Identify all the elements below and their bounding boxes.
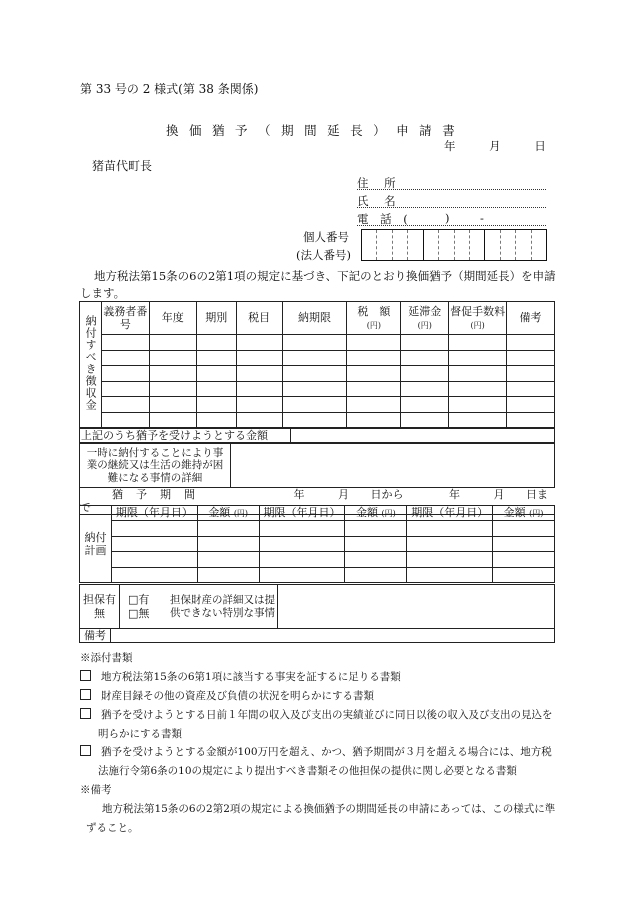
table-cell[interactable] [507, 381, 555, 397]
plan-cell[interactable] [259, 552, 345, 568]
table-cell[interactable] [401, 335, 449, 351]
table-cell[interactable] [401, 350, 449, 366]
table-cell[interactable] [347, 397, 401, 413]
table-cell[interactable] [101, 412, 149, 428]
table-row [80, 412, 555, 428]
header-obligor-no: 義務者番号 [101, 302, 149, 335]
plan-cell[interactable] [345, 567, 407, 583]
plan-cell[interactable] [259, 521, 345, 537]
title-char: 価 [189, 123, 203, 138]
checkbox-icon[interactable] [80, 689, 91, 700]
table-cell[interactable] [507, 350, 555, 366]
header-remarks: 備考 [507, 302, 555, 335]
my-number-cell[interactable] [532, 230, 546, 260]
header-due-date: 納期限 [282, 302, 347, 335]
table-cell[interactable] [401, 366, 449, 382]
checkbox-icon[interactable] [80, 708, 91, 719]
table-cell[interactable] [401, 412, 449, 428]
phone-field[interactable]: 電 話 ( ) - [357, 211, 546, 226]
period-row: 猶 予 期 間 年 月 日から 年 月 日まで [80, 488, 556, 515]
plan-col-amount: 金額 (円) [493, 506, 555, 521]
plan-cell[interactable] [345, 521, 407, 537]
date-month: 月 [489, 139, 501, 153]
difficulty-table [79, 443, 555, 488]
intro-line-2: します。 [80, 286, 126, 300]
plan-col-amount: 金額 (円) [345, 506, 407, 521]
my-number-cell[interactable] [408, 230, 423, 260]
difficulty-label: 一時に納付することにより事業の継続又は生活の維持が困難になる事情の詳細 [80, 444, 231, 488]
plan-row [80, 536, 555, 552]
title-char: ） [373, 123, 387, 138]
table-cell[interactable] [196, 381, 236, 397]
plan-label: 納付計画 [80, 506, 112, 583]
form-title [166, 121, 465, 139]
addressee: 猪苗代町長 [92, 159, 153, 173]
collateral-label: 担保有無 [80, 585, 120, 629]
table-cell[interactable] [196, 412, 236, 428]
table-cell[interactable] [347, 350, 401, 366]
table-cell[interactable] [507, 366, 555, 382]
plan-cell[interactable] [259, 567, 345, 583]
my-number-cell[interactable] [362, 230, 377, 260]
plan-cell[interactable] [111, 567, 197, 583]
table-cell[interactable] [449, 335, 507, 351]
intro-line-1: 地方税法第15条の6の2第1項の規定に基づき、下記のとおり換価猶予（期間延長）を申請 [94, 269, 556, 283]
table-cell[interactable] [236, 397, 282, 413]
table-cell[interactable] [149, 381, 196, 397]
plan-cell[interactable] [345, 536, 407, 552]
table-cell[interactable] [449, 366, 507, 382]
remarks-label: 備考 [80, 629, 111, 643]
plan-col-deadline: 期限（年月日） [407, 506, 493, 521]
table-cell[interactable] [196, 397, 236, 413]
plan-cell[interactable] [407, 536, 493, 552]
checkbox-icon[interactable] [80, 670, 91, 681]
plan-row [80, 567, 555, 583]
my-number-label: 個人番号 [303, 230, 349, 244]
my-number-cell[interactable] [424, 230, 439, 260]
table-cell[interactable] [347, 366, 401, 382]
table-cell[interactable] [449, 350, 507, 366]
table-cell[interactable] [149, 366, 196, 382]
table-cell[interactable] [347, 412, 401, 428]
title-char: 換 [166, 123, 180, 138]
table-cell[interactable] [282, 412, 347, 428]
plan-cell[interactable] [197, 567, 259, 583]
table-row [80, 397, 555, 413]
header-period: 期別 [196, 302, 236, 335]
my-number-cell[interactable] [455, 230, 470, 260]
form-id: 第 33 号の 2 様式(第 38 条関係) [80, 82, 259, 96]
table-cell[interactable] [401, 381, 449, 397]
my-number-cell[interactable] [485, 230, 500, 260]
title-char: 長 [350, 123, 364, 138]
address-field[interactable]: 住 所 [357, 175, 546, 190]
notes [80, 649, 560, 838]
plan-col-deadline: 期限（年月日） [111, 506, 197, 521]
sum-value[interactable] [291, 429, 555, 443]
plan-cell[interactable] [111, 521, 197, 537]
table-cell[interactable] [236, 350, 282, 366]
title-char: 猶 [212, 123, 226, 138]
collateral-no-checkbox[interactable]: □無 [128, 606, 150, 620]
plan-table [79, 505, 555, 583]
attachment-item: 猶予を受けようとする日前１年間の収入及び支出の実績並びに同日以後の収入及び支出の見込を明らかにする書類 [80, 706, 560, 744]
table-cell[interactable] [196, 335, 236, 351]
table-cell[interactable] [101, 350, 149, 366]
table-cell[interactable] [347, 335, 401, 351]
my-number-cell[interactable] [439, 230, 454, 260]
plan-cell[interactable] [197, 536, 259, 552]
plan-row [80, 552, 555, 568]
table-cell[interactable] [282, 335, 347, 351]
collateral-options [120, 585, 169, 629]
attachment-item: 猶予を受けようとする金額が100万円を超え、かつ、猶予期間が３月を超える場合には、地方税法施行令第6条の10の規定により提出すべき書類その他担保の提供に関し必要となる書類 [80, 743, 560, 781]
title-char: 書 [442, 123, 456, 138]
collateral-table [79, 584, 555, 629]
plan-cell[interactable] [407, 552, 493, 568]
date-year: 年 [444, 139, 456, 153]
table-cell[interactable] [282, 366, 347, 382]
plan-cell[interactable] [493, 536, 555, 552]
plan-cell[interactable] [197, 521, 259, 537]
header-year: 年度 [149, 302, 196, 335]
title-char: 請 [419, 123, 433, 138]
table-cell[interactable] [236, 366, 282, 382]
attachments-heading: ※添付書類 [80, 652, 133, 664]
table-cell[interactable] [236, 412, 282, 428]
table-cell[interactable] [101, 381, 149, 397]
table-cell[interactable] [149, 397, 196, 413]
table-row [80, 350, 555, 366]
plan-row [80, 521, 555, 537]
table-cell[interactable] [449, 412, 507, 428]
title-char: 間 [304, 123, 318, 138]
collateral-yes-checkbox[interactable]: □有 [128, 593, 150, 607]
sum-row-table [79, 428, 555, 443]
header-reminder-fee: 督促手数料 (円) [449, 302, 507, 335]
side-label: 納付すべき徴収金 [80, 302, 102, 428]
my-number-cell[interactable] [377, 230, 392, 260]
name-field[interactable]: 氏 名 [357, 193, 546, 208]
table-cell[interactable] [347, 381, 401, 397]
plan-cell[interactable] [259, 536, 345, 552]
header-tax-amount: 税 額 (円) [347, 302, 401, 335]
table-cell[interactable] [236, 381, 282, 397]
table-cell[interactable] [196, 366, 236, 382]
table-cell[interactable] [507, 412, 555, 428]
checkbox-icon[interactable] [80, 745, 91, 756]
plan-cell[interactable] [111, 536, 197, 552]
title-char: 申 [396, 123, 410, 138]
date-line [444, 138, 576, 154]
remarks-table [79, 628, 555, 643]
remarks-value[interactable] [111, 629, 555, 643]
plan-cell[interactable] [493, 552, 555, 568]
my-number-cell[interactable] [516, 230, 531, 260]
table-cell[interactable] [101, 397, 149, 413]
title-char: 期 [281, 123, 295, 138]
plan-cell[interactable] [111, 552, 197, 568]
plan-cell[interactable] [493, 567, 555, 583]
my-number-cell[interactable] [393, 230, 408, 260]
table-cell[interactable] [149, 350, 196, 366]
table-cell[interactable] [149, 412, 196, 428]
note-heading: ※備考 [80, 784, 112, 797]
table-cell[interactable] [401, 397, 449, 413]
plan-cell[interactable] [197, 552, 259, 568]
attachment-item: 財産目録その他の資産及び負債の状況を明らかにする書類 [80, 687, 560, 706]
table-cell[interactable] [449, 381, 507, 397]
table-cell[interactable] [507, 335, 555, 351]
title-char: 予 [235, 123, 249, 138]
plan-cell[interactable] [493, 521, 555, 537]
table-cell[interactable] [236, 335, 282, 351]
my-number-cell[interactable] [501, 230, 516, 260]
table-cell[interactable] [282, 381, 347, 397]
collateral-detail-label: 担保財産の詳細又は提供できない特別な事情 [168, 585, 278, 629]
table-cell[interactable] [101, 335, 149, 351]
header-tax-item: 税目 [236, 302, 282, 335]
difficulty-value[interactable] [231, 444, 555, 488]
table-cell[interactable] [101, 366, 149, 382]
header-late-fee: 延滞金 (円) [401, 302, 449, 335]
table-cell[interactable] [149, 335, 196, 351]
attachments-list [80, 668, 560, 781]
table-cell[interactable] [282, 397, 347, 413]
attachment-item: 地方税法第15条の6第1項に該当する事実を証するに足りる書類 [80, 668, 560, 687]
table-row [80, 335, 555, 351]
plan-col-amount: 金額 (円) [197, 506, 259, 521]
collateral-detail-value[interactable] [278, 585, 555, 629]
table-cell[interactable] [196, 350, 236, 366]
plan-cell[interactable] [345, 552, 407, 568]
plan-cell[interactable] [407, 521, 493, 537]
plan-cell[interactable] [407, 567, 493, 583]
table-row [80, 366, 555, 382]
plan-col-deadline: 期限（年月日） [259, 506, 345, 521]
title-char: 延 [327, 123, 341, 138]
corp-number-label: (法人番号) [296, 248, 351, 262]
tax-table [79, 301, 555, 428]
table-cell[interactable] [449, 397, 507, 413]
my-number-boxes[interactable] [361, 229, 547, 261]
sum-label: 上記のうち猶予を受けようとする金額 [80, 429, 291, 443]
table-row [80, 381, 555, 397]
table-cell[interactable] [507, 397, 555, 413]
date-day: 日 [534, 139, 546, 153]
my-number-cell[interactable] [470, 230, 485, 260]
note-text: 地方税法第15条の6の2第2項の規定による換価猶予の期間延長の申請にあっては、この様式に準ずること。 [86, 803, 556, 835]
table-cell[interactable] [282, 350, 347, 366]
title-char: （ [258, 123, 272, 138]
